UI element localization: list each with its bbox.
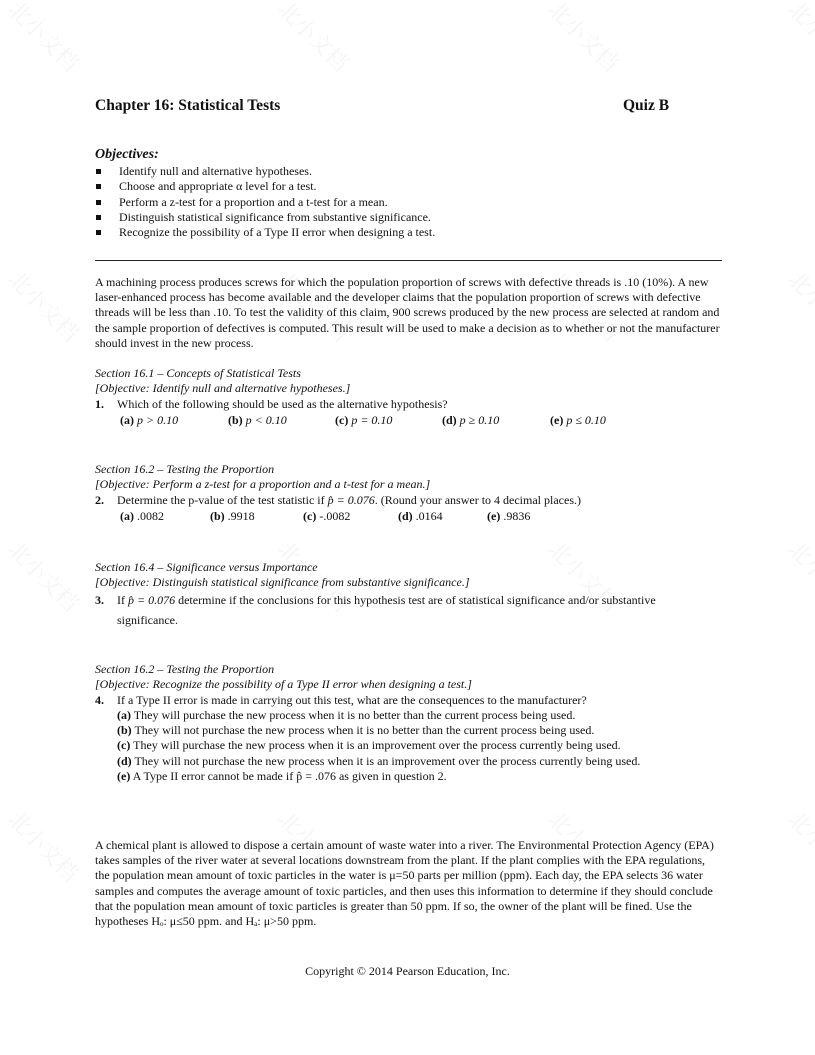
objectives-block bbox=[95, 147, 735, 240]
objective-item: Recognize the possibility of a Type II error when designing a test. bbox=[95, 225, 735, 240]
question-text: Which of the following should be used as the alternative hypothesis? bbox=[117, 397, 448, 411]
watermark-text bbox=[782, 0, 815, 78]
section-title: Section 16.1 – Concepts of Statistical Tests bbox=[95, 366, 301, 380]
question-text: If bbox=[117, 593, 125, 607]
option-d: (d) .0164 bbox=[398, 509, 443, 523]
chapter-title: Chapter 16: Statistical Tests bbox=[95, 97, 281, 114]
option-e: (e) .9836 bbox=[487, 509, 531, 523]
question-1-options bbox=[95, 413, 735, 432]
section-objective: [Objective: Identify null and alternative hypotheses.] bbox=[95, 381, 351, 395]
question-1-block bbox=[95, 366, 735, 432]
question-2-options bbox=[95, 509, 735, 528]
watermark-text bbox=[542, 0, 626, 78]
question-number: 2. bbox=[95, 493, 104, 507]
question-number: 4. bbox=[95, 693, 104, 707]
watermark-text bbox=[2, 263, 86, 347]
option-a: (a) They will purchase the new process when it is no better than the current process being used. bbox=[117, 708, 576, 722]
option-c: (c) p = 0.10 bbox=[335, 413, 393, 427]
option-d: (d) They will not purchase the new process when it is an improvement over the process currently being used. bbox=[117, 753, 641, 768]
question-1-prompt bbox=[95, 396, 735, 413]
section-objective: [Objective: Perform a z-test for a proportion and a t-test for a mean.] bbox=[95, 477, 431, 491]
question-3-block bbox=[95, 560, 735, 630]
screws-scenario-paragraph: A machining process produces screws for which the population proportion of screws with defective threads is .10 (10%). A new laser-enhanced process has become available and the developer claims that the population proportion of screws with defective threads will be less than .10. To test the validity of this claim, 900 screws produced by the new process are selected at random and the sample proportion of defectives is computed. This result will be used to make a decision as to whether or not the manufacturer should invest in the new process. bbox=[95, 275, 720, 350]
option-b: (b) They will not purchase the new process when it is no better than the current process being used. bbox=[117, 723, 595, 738]
option-a: (a) .0082 bbox=[120, 509, 164, 523]
question-text: Determine the p-value of the test statistic if bbox=[117, 493, 325, 507]
section-objective: [Objective: Recognize the possibility of a Type II error when designing a test.] bbox=[95, 677, 472, 691]
question-text-tail: . (Round your answer to 4 decimal places.) bbox=[374, 493, 581, 507]
watermark-text bbox=[2, 533, 86, 617]
p-hat-value: p̂ = 0.076 bbox=[327, 493, 375, 507]
objective-item: Identify null and alternative hypotheses. bbox=[95, 164, 735, 179]
question-3-prompt bbox=[95, 590, 717, 630]
objectives-heading: Objectives: bbox=[95, 147, 159, 162]
question-text: If a Type II error is made in carrying out this test, what are the consequences to the manufacturer? bbox=[117, 693, 587, 707]
section-title: Section 16.2 – Testing the Proportion bbox=[95, 462, 275, 476]
p-hat-value: p̂ = 0.076 bbox=[128, 593, 176, 607]
watermark-text bbox=[782, 263, 815, 347]
option-d: (d) p ≥ 0.10 bbox=[442, 413, 500, 427]
question-number: 1. bbox=[95, 397, 104, 411]
question-4-block bbox=[95, 662, 735, 784]
question-4-prompt bbox=[95, 692, 735, 708]
section-title: Section 16.4 – Significance versus Importance bbox=[95, 560, 318, 574]
quiz-label: Quiz B bbox=[623, 97, 670, 114]
option-b: (b) p < 0.10 bbox=[228, 413, 287, 427]
objective-item: Distinguish statistical significance from substantive significance. bbox=[95, 210, 735, 225]
option-c: (c) They will purchase the new process when it is an improvement over the process currently being used. bbox=[117, 738, 621, 753]
watermark-text bbox=[272, 0, 356, 78]
option-b: (b) .9918 bbox=[210, 509, 255, 523]
watermark-text bbox=[782, 533, 815, 617]
copyright-footer: Copyright © 2014 Pearson Education, Inc. bbox=[305, 964, 510, 978]
question-number: 3. bbox=[95, 593, 104, 607]
watermark-text bbox=[2, 803, 86, 887]
option-e: (e) A Type II error cannot be made if p̂ = .076 as given in question 2. bbox=[117, 768, 447, 783]
question-text-tail: determine if the conclusions for this hypothesis test are of statistical significance and/or substantive significance. bbox=[117, 593, 656, 627]
option-e: (e) p ≤ 0.10 bbox=[550, 413, 606, 427]
option-c: (c) -.0082 bbox=[303, 509, 351, 523]
objectives-list bbox=[95, 164, 735, 240]
section-title: Section 16.2 – Testing the Proportion bbox=[95, 662, 275, 676]
question-2-block bbox=[95, 462, 735, 528]
section-objective: [Objective: Distinguish statistical significance from substantive significance.] bbox=[95, 575, 470, 589]
horizontal-divider bbox=[95, 260, 722, 261]
objective-item: Perform a z-test for a proportion and a t-test for a mean. bbox=[95, 195, 735, 210]
objective-item: Choose and appropriate α level for a test. bbox=[95, 179, 735, 194]
watermark-text bbox=[782, 803, 815, 887]
question-4-options bbox=[95, 708, 735, 784]
watermark-text bbox=[2, 0, 86, 78]
question-2-prompt bbox=[95, 492, 735, 509]
chemical-plant-scenario-paragraph: A chemical plant is allowed to dispose a certain amount of waste water into a river. The Environmental Protection Agency (EPA) takes samples of the river water at several locations downstream from the plant. If the plant complies with the EPA regulations, the population mean amount of toxic particles in the water is μ=50 parts per million (ppm). Each day, the EPA selects 36 water samples and computes the average amount of toxic particles, and then uses this information to determine if they should conclude that the population mean amount of toxic particles is greater than 50 ppm. If so, the owner of the plant will be fined. Use the hypotheses Hₒ: μ≤50 ppm. and Hₐ: μ>50 ppm. bbox=[95, 838, 714, 929]
option-a: (a) p > 0.10 bbox=[120, 413, 179, 427]
